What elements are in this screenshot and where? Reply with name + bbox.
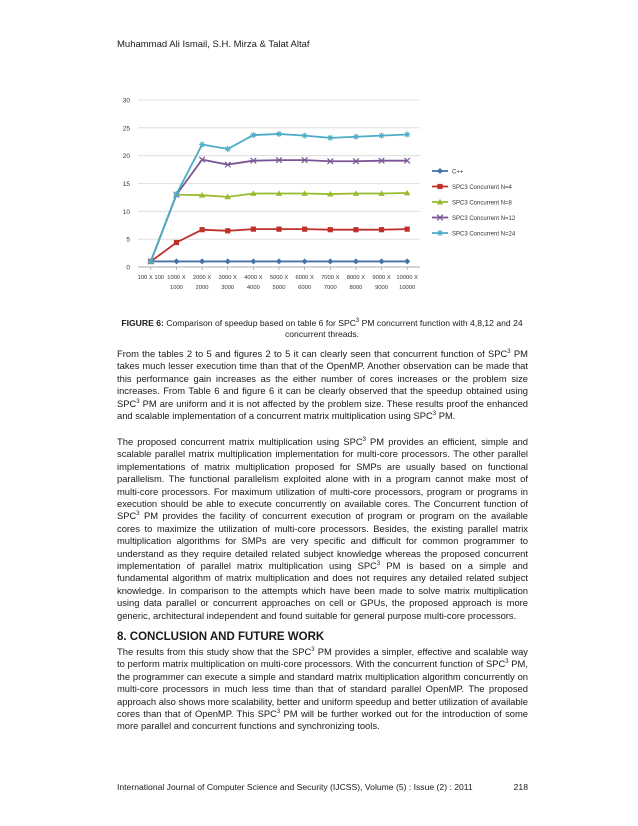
x-tick-label: 3000 X 3000 [218, 275, 237, 291]
y-tick-label: 20 [122, 153, 130, 161]
running-header: Muhammad Ali Ismail, S.H. Mirza & Talat Altaf [117, 39, 310, 50]
data-point [148, 258, 154, 264]
paragraph-conclusion: The results from this study show that the SPC$^3$ PM provides a simpler, effective and scalable way to perform matrix multiplication on multi-core processors. With the concurrent function of SPC$^3$ PM, the programmer can execute a simple and standard matrix multiplication algorithm concurrently on multi-core processors in much less time than that of standard parallel OpenMP. The proposed approach also shows more scalability, better and uniform speedup and better utilization of available cores than that of OpenMP. This SPC$^3$ PM will be further worked out for the introduction of some more parallel and concurrent functions and synchronizing tools. [117, 646, 529, 732]
x-tick-label: 5000 X 5000 [269, 275, 289, 291]
paragraph-discussion: The proposed concurrent matrix multiplication using SPC$^3$ PM provides an efficient, simple and scalable parallel matrix multiplication implementation for multi-core processors. The other parallel implementations of matrix multiplication proposed for SMPs are usually based on functional parallelism. The functional parallelism exploited alone with in a program cannot make most of multi-core processors. For maximum utilization of multi-core processors, program or programs in execution should be able to execute concurrently on available cores. The Concurrent function of SPC$^3$ PM provides the facility of concurrent execution of program or program on the available cores to maximize the utilization of multi-core processors. Besides, the existing parallel matrix multiplication algorithms for SMPs are very specific and difficult for common programmer to understand as they require detailed related subject knowledge whereas the proposed concurrent implementation of parallel matrix multiplication using SPC$^3$ PM is based on a simple and fundamental algorithm of matrix multiplication and does not requires any detailed related subject knowledge. In comparison to the attempts which have been made to solve matrix multiplication using data parallel or concurrent approaches on cell or GPUs, the proposed approach is more generic, architectural independent and found suitable for general purpose multi-core processors. [117, 436, 528, 621]
data-point [353, 258, 359, 264]
data-point [327, 135, 333, 141]
x-tick-label: 10000 X 10000 [396, 275, 418, 291]
x-tick-label: 1000 X 1000 [167, 275, 186, 291]
legend-marker [437, 184, 442, 189]
data-point [276, 227, 281, 232]
data-point [302, 133, 308, 139]
data-point [225, 258, 231, 264]
data-point [379, 227, 384, 232]
data-point [276, 258, 282, 264]
series-5 [148, 131, 410, 264]
x-tick-label: 9000 X 9000 [372, 275, 391, 291]
x-tick-label: 7000 X 7000 [321, 275, 340, 291]
figure-caption: FIGURE 6: Comparison of speedup based on table 6 for SPC$^3$ PM concurrent function with 4,8,12 and 24 concurrent threads. [121, 318, 523, 339]
legend-label: SPC3 Concurrent N=12 [452, 215, 516, 222]
speedup-line-chart [110, 88, 530, 306]
data-point [327, 258, 333, 264]
data-point [302, 227, 307, 232]
paragraph-results: From the tables 2 to 5 and figures 2 to 5 it can clearly seen that concurrent function of SPC$^3$ PM takes much lesser execution time than that of the OpenMP. Another observation can be made that this performance gain increases as the either number of cores increases or the problem size increases. From Table 6 and figure 6 it can be clearly observed that the speedup obtained using SPC$^3$ PM are uniform and it is not affected by the problem size. These results proof the enhanced and scalable implementation of a concurrent matrix multiplication using SPC$^3$ PM. [117, 348, 528, 422]
journal-citation: International Journal of Computer Science and Security (IJCSS), Volume (5) : Issue (2) : 2011 [117, 782, 473, 792]
data-point [353, 134, 359, 140]
data-point [174, 240, 179, 245]
y-tick-label: 30 [122, 97, 130, 105]
legend-label: C++ [452, 169, 464, 176]
section-heading: 8. CONCLUSION AND FUTURE WORK [117, 631, 325, 643]
y-tick-label: 5 [126, 236, 130, 244]
legend-marker [437, 168, 443, 174]
y-tick-label: 10 [122, 208, 130, 216]
series-line [151, 134, 407, 261]
data-point [199, 258, 205, 264]
y-tick-label: 0 [126, 264, 130, 272]
series-2 [148, 227, 410, 264]
page-footer [117, 782, 528, 792]
x-tick-label: 4000 X 4000 [244, 275, 263, 291]
data-point [405, 227, 410, 232]
figure-label: FIGURE 6: [121, 318, 164, 328]
data-point [199, 227, 204, 232]
data-point [379, 133, 385, 139]
data-point [353, 227, 358, 232]
data-point [199, 142, 205, 148]
series-line [151, 160, 407, 262]
series-1 [148, 258, 410, 264]
legend-label: SPC3 Concurrent N=4 [452, 184, 512, 191]
data-point [225, 146, 231, 152]
y-tick-label: 25 [122, 125, 130, 133]
x-tick-label: 100 X 100 [137, 275, 165, 281]
data-point [276, 131, 282, 137]
data-point [404, 258, 410, 264]
x-tick-label: 2000 X 2000 [192, 275, 212, 291]
data-point [328, 227, 333, 232]
x-tick-label: 6000 X 6000 [295, 275, 314, 291]
data-point [173, 191, 179, 197]
data-point [302, 258, 308, 264]
data-point [250, 132, 256, 138]
series-line [151, 229, 407, 261]
page-number: 218 [513, 782, 528, 792]
data-point [225, 228, 230, 233]
legend-label: SPC3 Concurrent N=24 [452, 231, 516, 238]
data-point [251, 227, 256, 232]
data-point [250, 258, 256, 264]
legend-marker [437, 230, 443, 236]
legend-label: SPC3 Concurrent N=8 [452, 200, 512, 207]
x-tick-label: 8000 X 8000 [346, 275, 366, 291]
y-tick-label: 15 [122, 181, 130, 188]
data-point [173, 258, 179, 264]
data-point [379, 258, 385, 264]
data-point [404, 132, 410, 138]
